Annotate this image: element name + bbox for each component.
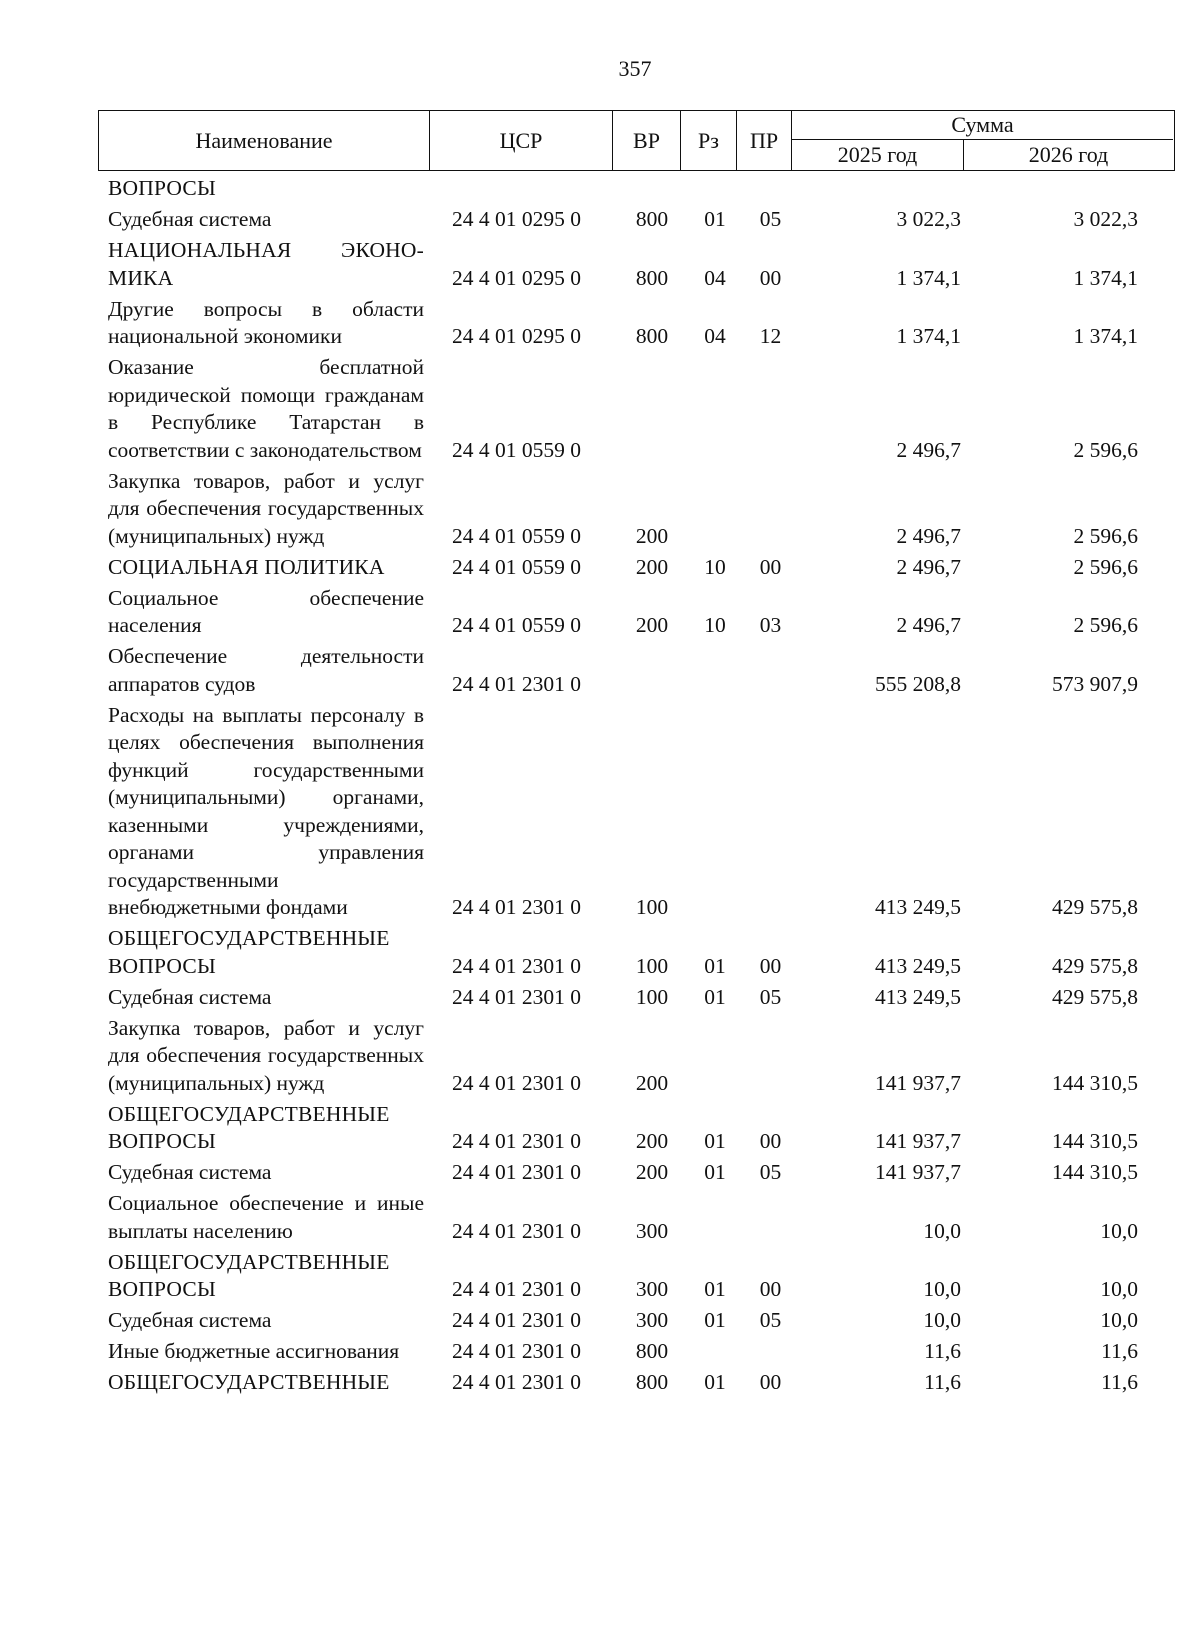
table-row <box>98 206 1175 234</box>
row-amount-2026: 144 310,5 <box>1052 1070 1138 1095</box>
row-pr: 05 <box>759 984 782 1009</box>
row-name: Социальное обеспечение населения <box>108 585 424 637</box>
table-row <box>98 1015 1175 1098</box>
row-csr: 24 4 01 0559 0 <box>452 554 581 579</box>
row-vr: 200 <box>635 613 669 637</box>
row-pr: 00 <box>759 1129 782 1153</box>
row-pr: 03 <box>759 613 782 637</box>
row-amount-2025: 11,6 <box>924 1370 961 1394</box>
table-header <box>98 110 1175 171</box>
row-rz: 01 <box>704 1370 726 1394</box>
row-vr: 200 <box>635 1070 669 1095</box>
row-vr: 200 <box>635 1129 669 1153</box>
header-sum: Сумма <box>792 111 1173 140</box>
row-vr: 200 <box>635 554 669 579</box>
header-name: Наименование <box>99 111 430 170</box>
row-amount-2025: 1 374,1 <box>896 265 961 290</box>
header-year-2026: 2026 год <box>1028 142 1109 167</box>
row-vr: 100 <box>635 984 669 1009</box>
row-amount-2025: 555 208,8 <box>875 671 961 696</box>
row-rz: 01 <box>704 207 726 231</box>
row-vr: 800 <box>635 265 669 290</box>
row-name: Оказание бесплатной юридической помощи гражданам в Республике Татарстан в соответствии с законодательством <box>108 355 424 462</box>
row-name: Судебная система <box>108 1160 272 1184</box>
row-csr: 24 4 01 2301 0 <box>452 671 581 696</box>
table-row <box>98 354 1175 464</box>
row-pr: 00 <box>759 265 782 290</box>
row-name: Иные бюджетные ассигнования <box>108 1339 400 1363</box>
row-amount-2026: 429 575,8 <box>1052 953 1138 978</box>
row-csr: 24 4 01 2301 0 <box>452 1160 581 1184</box>
row-rz: 01 <box>704 1277 726 1301</box>
row-amount-2025: 141 937,7 <box>875 1129 961 1153</box>
table-row <box>98 1249 1175 1304</box>
row-csr: 24 4 01 0559 0 <box>452 613 581 637</box>
row-csr: 24 4 01 2301 0 <box>452 1070 581 1095</box>
row-pr: 00 <box>759 554 782 579</box>
row-csr: 24 4 01 2301 0 <box>452 1339 581 1363</box>
row-csr: 24 4 01 2301 0 <box>452 1308 581 1332</box>
row-amount-2025: 2 496,7 <box>896 554 961 579</box>
row-amount-2025: 413 249,5 <box>875 953 961 978</box>
page-number: 357 <box>618 56 652 81</box>
table-row <box>98 296 1175 351</box>
row-amount-2026: 429 575,8 <box>1052 895 1138 919</box>
row-csr: 24 4 01 0295 0 <box>452 207 581 231</box>
table-row <box>98 1307 1175 1335</box>
row-amount-2026: 10,0 <box>1100 1308 1138 1332</box>
row-csr: 24 4 01 2301 0 <box>452 1370 581 1394</box>
table-row <box>98 702 1175 922</box>
row-name: Расходы на выплаты персоналу в целях обеспечения выполнения функций государственными (муниципальными) органами, казенными учреждениями, органами управления государственными внебюджетными фондами <box>108 702 424 919</box>
row-amount-2025: 2 496,7 <box>896 523 961 548</box>
row-name: Судебная система <box>108 207 272 231</box>
row-csr: 24 4 01 2301 0 <box>452 1129 581 1153</box>
row-name: Закупка товаров, работ и услуг для обеспечения государственных (муниципальных) нужд <box>108 1015 424 1095</box>
row-amount-2025: 141 937,7 <box>875 1160 961 1184</box>
row-rz: 01 <box>704 1160 726 1184</box>
row-amount-2026: 573 907,9 <box>1052 671 1138 696</box>
table-row <box>98 175 1175 203</box>
row-amount-2026: 10,0 <box>1100 1277 1138 1301</box>
row-pr: 00 <box>759 953 782 978</box>
row-csr: 24 4 01 2301 0 <box>452 984 581 1009</box>
row-csr: 24 4 01 0559 0 <box>452 437 581 462</box>
row-amount-2026: 3 022,3 <box>1073 207 1138 231</box>
row-name: Судебная система <box>108 1308 272 1332</box>
row-name: ОБЩЕГОСУДАРСТВЕННЫЕ ВОПРОСЫ <box>108 1249 390 1301</box>
row-pr: 00 <box>759 1370 782 1394</box>
row-pr: 05 <box>759 1308 782 1332</box>
row-name: Судебная система <box>108 984 272 1009</box>
row-vr: 300 <box>635 1308 669 1332</box>
row-vr: 800 <box>635 324 669 348</box>
row-vr: 100 <box>635 895 669 919</box>
row-amount-2025: 413 249,5 <box>875 895 961 919</box>
header-year-2025: 2025 год <box>792 140 964 170</box>
table-row <box>98 1338 1175 1366</box>
row-pr: 05 <box>759 1160 782 1184</box>
table-row <box>98 1190 1175 1245</box>
row-vr: 800 <box>635 1370 669 1394</box>
row-csr: 24 4 01 2301 0 <box>452 953 581 978</box>
row-rz: 01 <box>704 953 726 978</box>
row-amount-2025: 10,0 <box>923 1308 961 1332</box>
row-csr: 24 4 01 0295 0 <box>452 324 581 348</box>
row-pr: 05 <box>759 207 782 231</box>
row-amount-2026: 2 596,6 <box>1073 613 1138 637</box>
row-rz: 04 <box>704 265 726 290</box>
row-amount-2025: 2 496,7 <box>896 437 961 462</box>
table-row <box>98 1159 1175 1187</box>
row-amount-2025: 141 937,7 <box>875 1070 961 1095</box>
row-name: Закупка товаров, работ и услуг для обеспечения государственных (муниципальных) нужд <box>108 468 424 548</box>
row-rz: 10 <box>704 554 726 579</box>
row-vr: 800 <box>635 207 669 231</box>
row-amount-2025: 11,6 <box>924 1339 961 1363</box>
row-name: ОБЩЕГОСУДАРСТВЕННЫЕ ВОПРОСЫ <box>108 1101 390 1153</box>
row-amount-2025: 413 249,5 <box>875 984 961 1009</box>
row-rz: 10 <box>704 613 726 637</box>
row-amount-2026: 11,6 <box>1101 1370 1138 1394</box>
row-name: ОБЩЕГОСУДАРСТВЕННЫЕ ВОПРОСЫ <box>108 926 390 978</box>
row-amount-2026: 1 374,1 <box>1073 265 1138 290</box>
row-amount-2026: 144 310,5 <box>1052 1160 1138 1184</box>
row-amount-2026: 2 596,6 <box>1073 554 1138 579</box>
row-amount-2026: 2 596,6 <box>1073 437 1138 462</box>
row-csr: 24 4 01 0295 0 <box>452 265 581 290</box>
table-row <box>98 643 1175 698</box>
row-pr: 00 <box>759 1277 782 1301</box>
budget-table <box>98 110 1175 1400</box>
row-name: НАЦИОНАЛЬНАЯ ЭКОНО-МИКА <box>108 238 424 290</box>
row-vr: 300 <box>635 1277 669 1301</box>
row-rz: 01 <box>704 984 726 1009</box>
header-rz: Рз <box>681 111 737 170</box>
row-amount-2025: 1 374,1 <box>896 324 961 348</box>
row-vr: 200 <box>635 523 669 548</box>
row-vr: 300 <box>635 1218 669 1243</box>
row-rz: 01 <box>704 1129 726 1153</box>
row-amount-2025: 10,0 <box>923 1218 961 1243</box>
row-rz: 01 <box>704 1308 726 1332</box>
row-amount-2026: 144 310,5 <box>1052 1129 1138 1153</box>
table-row <box>98 554 1175 582</box>
row-amount-2026: 1 374,1 <box>1073 324 1138 348</box>
row-name: СОЦИАЛЬНАЯ ПОЛИТИКА <box>108 554 385 579</box>
row-csr: 24 4 01 2301 0 <box>452 895 581 919</box>
row-name: ОБЩЕГОСУДАРСТВЕННЫЕ <box>108 1370 390 1394</box>
row-amount-2025: 10,0 <box>923 1277 961 1301</box>
row-vr: 100 <box>635 953 669 978</box>
table-row <box>98 1101 1175 1156</box>
row-name: Социальное обеспечение и иные выплаты населению <box>108 1191 424 1243</box>
table-row <box>98 585 1175 640</box>
row-rz: 04 <box>704 324 726 348</box>
row-amount-2026: 2 596,6 <box>1073 523 1138 548</box>
header-csr: ЦСР <box>430 111 613 170</box>
row-vr: 200 <box>635 1160 669 1184</box>
row-csr: 24 4 01 2301 0 <box>452 1277 581 1301</box>
table-row <box>98 984 1175 1012</box>
table-row <box>98 925 1175 980</box>
row-name: ВОПРОСЫ <box>108 176 216 200</box>
row-amount-2026: 10,0 <box>1100 1218 1138 1243</box>
header-vr: ВР <box>613 111 681 170</box>
row-amount-2025: 3 022,3 <box>896 207 961 231</box>
row-amount-2026: 429 575,8 <box>1052 984 1138 1009</box>
table-body <box>98 175 1175 1397</box>
row-pr: 12 <box>759 324 782 348</box>
table-row <box>98 237 1175 292</box>
row-vr: 800 <box>635 1339 669 1363</box>
row-amount-2025: 2 496,7 <box>896 613 961 637</box>
row-name: Другие вопросы в области национальной экономики <box>108 296 424 348</box>
row-csr: 24 4 01 0559 0 <box>452 523 581 548</box>
row-amount-2026: 11,6 <box>1101 1339 1138 1363</box>
table-row <box>98 1369 1175 1397</box>
row-csr: 24 4 01 2301 0 <box>452 1218 581 1243</box>
header-pr: ПР <box>737 111 792 170</box>
row-name: Обеспечение деятельности аппаратов судов <box>108 644 424 696</box>
table-row <box>98 468 1175 551</box>
